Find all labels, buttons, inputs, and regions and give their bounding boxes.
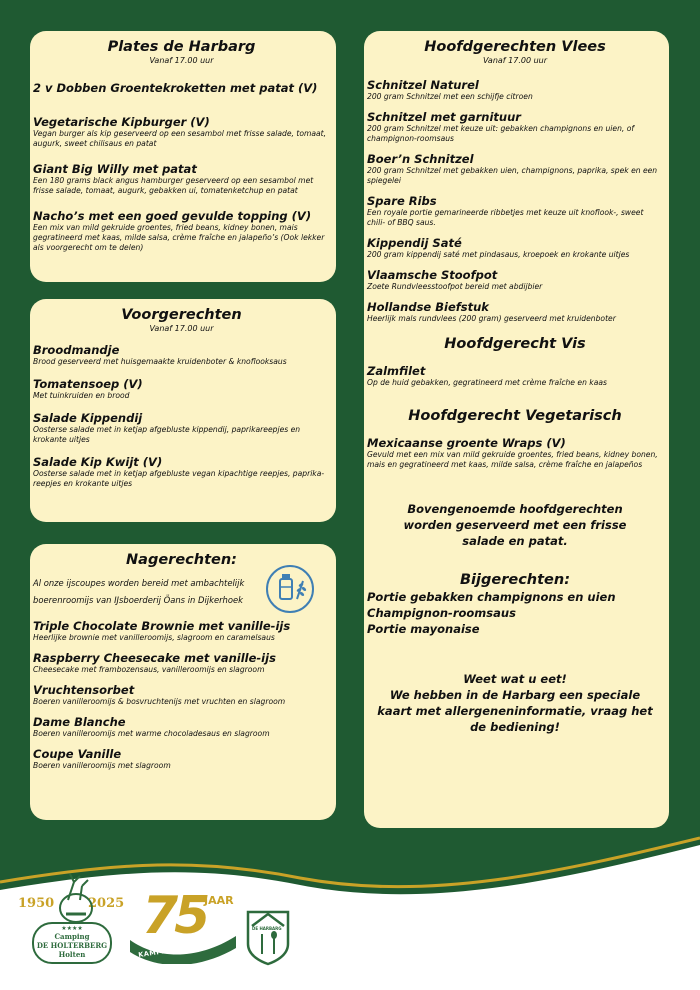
menu-item-desc: Boeren vanilleroomijs met slagroom	[33, 761, 171, 770]
anniversary-number: 75	[142, 886, 207, 946]
menu-item-desc: Brood geserveerd met huisgemaakte kruidenboter & knoflooksaus	[33, 357, 287, 366]
vlees-title: Hoofdgerechten Vlees	[424, 39, 606, 55]
menu-item-desc: Een mix van mild gekruide groentes, fried beans, kidney bonen, mais gegratineerd met kaas, milde salsa, crème fraîche en jalapeño’s (Ook lekker als voorgerecht om te delen)	[33, 223, 325, 252]
menu-item-name: Kippendij Saté	[367, 236, 462, 250]
menu-item	[367, 300, 663, 324]
harbarg-logo-text: DE HARBARG	[252, 926, 282, 931]
menu-item-name: Raspberry Cheesecake met vanille-ijs	[33, 651, 276, 665]
menu-item-name: Salade Kippendij	[33, 411, 143, 425]
plates-title: Plates de Harbarg	[107, 39, 256, 55]
menu-item-desc: Boeren vanilleroomijs met warme chocoladesaus en slagroom	[33, 729, 270, 738]
menu-item	[33, 343, 330, 367]
menu-item-desc: Vegan burger als kip geserveerd op een sesambol met frisse salade, tomaat, augurk, sweet chilisaus en patat	[33, 129, 327, 148]
camping-place: Holten	[58, 950, 86, 959]
vegetarisch-title: Hoofdgerecht Vegetarisch	[408, 408, 622, 424]
menu-item-name: Vegetarische Kipburger (V)	[33, 115, 210, 129]
menu-item-desc: 200 gram Schnitzel met keuze uit: gebakken champignons en uien, of champignon-roomsaus	[367, 124, 635, 143]
hoofdgerechten-card	[364, 31, 669, 828]
camping-name: DE HOLTERBERG	[36, 941, 108, 950]
menu-item-desc: Op de huid gebakken, gegratineerd met crème fraîche en kaas	[367, 378, 607, 387]
menu-item-name: Tomatensoep (V)	[33, 377, 143, 391]
side-dish-item: Champignon-roomsaus	[367, 606, 516, 620]
nagerechten-intro: Al onze ijscoupes worden bereid met ambachtelijk boerenroomijs van IJsboerderij Öans in Dijkerhoek	[33, 578, 245, 605]
menu-item	[33, 209, 330, 253]
menu-item	[33, 715, 330, 739]
menu-item	[33, 115, 330, 149]
harbarg-logo	[244, 904, 292, 966]
menu-item	[367, 236, 663, 260]
menu-item-name: Spare Ribs	[367, 194, 437, 208]
nagerechten-card	[30, 544, 336, 820]
menu-item-name: Schnitzel Naturel	[367, 78, 479, 92]
menu-item-desc: Een 180 grams black angus hamburger geserveerd op een sesambol met frisse salade, tomaat, augurk, gebakken ui, tomatenketchup en patat	[33, 176, 314, 195]
deer-icon	[54, 870, 98, 930]
year-end: 2025	[88, 896, 125, 911]
menu-item	[367, 436, 663, 470]
plates-card	[30, 31, 336, 282]
menu-item-desc: Heerlijke brownie met vanilleroomijs, slagroom en caramelsaus	[33, 633, 275, 642]
nagerechten-intro-row	[33, 575, 330, 615]
vlees-since: Vanaf 17.00 uur	[482, 56, 548, 65]
voorgerechten-title: Voorgerechten	[121, 307, 242, 323]
menu-item	[33, 455, 330, 489]
side-dish-item: Portie gebakken champignons en uien	[367, 590, 616, 604]
menu-item	[367, 364, 663, 388]
menu-item-name: Salade Kip Kwijt (V)	[33, 455, 163, 469]
menu-item-desc: 200 gram Schnitzel met gebakken uien, champignons, paprika, spek en een spiegelei	[367, 166, 658, 185]
camping-stars: ★★★★	[61, 925, 83, 932]
menu-item	[367, 152, 663, 186]
side-dish-item: Portie mayonaise	[367, 622, 480, 636]
menu-item	[33, 651, 330, 675]
menu-item-name: Giant Big Willy met patat	[33, 162, 197, 176]
menu-item-desc: Zoete Rundvleesstoofpot bereid met abdijbier	[367, 282, 543, 291]
menu-item-name: Boer’n Schnitzel	[367, 152, 474, 166]
menu-item-name: 2 v Dobben Groentekroketten met patat (V)	[33, 81, 318, 95]
menu-item-name: Nacho’s met een goed gevulde topping (V)	[33, 209, 312, 223]
menu-item	[367, 268, 663, 292]
year-start: 1950	[18, 896, 55, 911]
allergen-text: We hebben in de Harbarg een speciale kaart met allergeneninformatie, vraag het de bediening!	[377, 688, 653, 734]
ice-cream-farm-icon	[264, 563, 316, 619]
menu-item-name: Mexicaanse groente Wraps (V)	[367, 436, 566, 450]
menu-item	[33, 411, 330, 445]
menu-item-name: Broodmandje	[33, 343, 120, 357]
anniversary-banner-text: KAMPEERPLEZIER	[137, 941, 211, 959]
camping-logo	[18, 868, 128, 978]
menu-item	[33, 619, 330, 643]
allergen-title: Weet wat u eet!	[463, 672, 567, 686]
voorgerechten-since: Vanaf 17.00 uur	[149, 324, 214, 333]
menu-item-name: Zalmfilet	[367, 364, 426, 378]
menu-item-desc: Cheesecake met frambozensaus, vanilleroomijs en slagroom	[33, 665, 265, 674]
menu-item-desc: Oosterse salade met in ketjap afgebluste vegan kipachtige reepjes, paprika-reepjes en krokante uitjes	[33, 469, 325, 488]
vis-title: Hoofdgerecht Vis	[444, 336, 586, 352]
menu-item-desc: Gevuld met een mix van mild gekruide groentes, fried beans, kidney bonen, mais en gegratineerd met kaas, milde salsa, crème fraîche en jalapeños	[367, 450, 658, 469]
menu-item	[33, 162, 330, 196]
bijgerechten-title: Bijgerechten:	[460, 572, 570, 588]
anniversary-word: JAAR	[204, 894, 234, 907]
menu-item	[367, 110, 663, 144]
menu-item-desc: Met tuinkruiden en brood	[33, 391, 130, 400]
menu-item	[33, 377, 330, 401]
menu-item	[367, 78, 663, 102]
menu-item-name: Coupe Vanille	[33, 747, 122, 761]
camping-label: Camping	[54, 932, 90, 941]
voorgerechten-card	[30, 299, 336, 522]
menu-item-name: Vlaamsche Stoofpot	[367, 268, 498, 282]
anniversary-logo	[128, 880, 238, 976]
menu-item-desc: Oosterse salade met in ketjap afgebluste kippendij, paprikareepjes en krokante uitjes	[33, 425, 301, 444]
side-dish-notice: Bovengenoemde hoofdgerechten worden geserveerd met een frisse salade en patat.	[403, 502, 627, 548]
nagerechten-title: Nagerechten:	[126, 552, 237, 568]
menu-item-name: Triple Chocolate Brownie met vanille-ijs	[33, 619, 291, 633]
menu-item-name: Dame Blanche	[33, 715, 126, 729]
menu-item-desc: 200 gram kippendij saté met pindasaus, kroepoek en krokante uitjes	[367, 250, 630, 259]
menu-item	[367, 194, 663, 228]
menu-item-name: Vruchtensorbet	[33, 683, 135, 697]
menu-item	[33, 81, 330, 95]
menu-item-name: Schnitzel met garnituur	[367, 110, 521, 124]
menu-item	[33, 683, 330, 707]
menu-item-desc: Heerlijk mals rundvlees (200 gram) geserveerd met kruidenboter	[367, 314, 616, 323]
plates-since: Vanaf 17.00 uur	[149, 56, 214, 65]
camping-badge	[32, 922, 112, 964]
menu-item	[33, 747, 330, 771]
menu-item-desc: Boeren vanilleroomijs & bosvruchtenijs met vruchten en slagroom	[33, 697, 286, 706]
menu-item-desc: 200 gram Schnitzel met een schijfje citroen	[367, 92, 533, 101]
menu-item-name: Hollandse Biefstuk	[367, 300, 489, 314]
menu-item-desc: Een royale portie gemarineerde ribbetjes met keuze uit knoflook-, sweet chili- of BBQ saus.	[367, 208, 644, 227]
